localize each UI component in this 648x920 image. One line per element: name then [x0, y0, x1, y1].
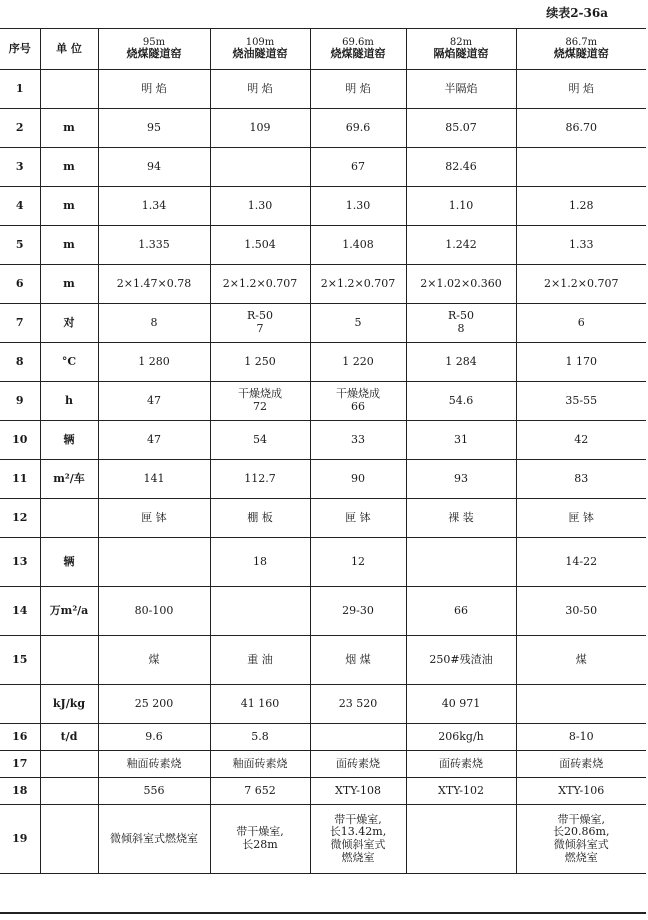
- table-cell: 8-10: [516, 724, 646, 751]
- header-no: 序号: [0, 29, 40, 70]
- table-row: [0, 343, 646, 382]
- table-cell: 31: [406, 421, 516, 460]
- table-cell: 1 284: [406, 343, 516, 382]
- row-number: 18: [0, 778, 40, 805]
- table-cell: 556: [98, 778, 210, 805]
- kiln-size: 95m: [142, 36, 166, 48]
- table-cell: 83: [516, 460, 646, 499]
- kiln-name: 烧煤隧道窑: [553, 47, 609, 61]
- row-unit: h: [40, 382, 98, 421]
- table-row: [0, 724, 646, 751]
- table-cell: 面砖素烧: [406, 751, 516, 778]
- table-row: [0, 265, 646, 304]
- table-cell: 112.7: [210, 460, 310, 499]
- table-row: [0, 187, 646, 226]
- row-unit: 辆: [40, 538, 98, 587]
- table-cell: 5: [310, 304, 406, 343]
- table-cell: 54.6: [406, 382, 516, 421]
- table-row: [0, 70, 646, 109]
- table-cell: 1.335: [98, 226, 210, 265]
- table-cell: 109: [210, 109, 310, 148]
- table-cell: [516, 148, 646, 187]
- table-cell: 5.8: [210, 724, 310, 751]
- row-unit: m: [40, 187, 98, 226]
- bottom-rule: [0, 912, 646, 914]
- table-cell: 54: [210, 421, 310, 460]
- row-number: 19: [0, 805, 40, 874]
- row-unit: t/d: [40, 724, 98, 751]
- table-cell: 微倾斜室式燃烧室: [98, 805, 210, 874]
- table-cell: 42: [516, 421, 646, 460]
- kiln-size: 69.6m: [342, 36, 374, 48]
- table-cell: 裸 装: [406, 499, 516, 538]
- row-number: 8: [0, 343, 40, 382]
- table-row: [0, 109, 646, 148]
- kiln-name: 烧煤隧道窑: [330, 47, 386, 61]
- table-row: [0, 304, 646, 343]
- header-row: [0, 29, 646, 70]
- row-number: 9: [0, 382, 40, 421]
- row-unit: m: [40, 226, 98, 265]
- table-row: [0, 226, 646, 265]
- table-cell: [210, 148, 310, 187]
- table-cell: 2×1.2×0.707: [310, 265, 406, 304]
- table-row: [0, 587, 646, 636]
- row-unit: [40, 70, 98, 109]
- table-row: [0, 148, 646, 187]
- row-number: 16: [0, 724, 40, 751]
- table-cell: 棚 板: [210, 499, 310, 538]
- table-row: [0, 805, 646, 874]
- table-cell: 匣 钵: [310, 499, 406, 538]
- table-cell: 明 焰: [98, 70, 210, 109]
- table-cell: 8: [98, 304, 210, 343]
- table-cell: 重 油: [210, 636, 310, 685]
- kiln-name: 烧煤隧道窑: [126, 47, 182, 61]
- row-number: 4: [0, 187, 40, 226]
- kiln-name: 隔焰隧道窑: [433, 47, 489, 61]
- table-cell: 干燥烧成 72: [210, 382, 310, 421]
- table-row: [0, 538, 646, 587]
- table-row: [0, 685, 646, 724]
- header-kiln: [310, 29, 406, 70]
- row-number: 15: [0, 636, 40, 685]
- table-cell: 煤: [516, 636, 646, 685]
- table-row: [0, 460, 646, 499]
- table-cell: 匣 钵: [98, 499, 210, 538]
- table-cell: 93: [406, 460, 516, 499]
- table-cell: 67: [310, 148, 406, 187]
- table-cell: 1 220: [310, 343, 406, 382]
- table-cell: [98, 538, 210, 587]
- table-cell: 29-30: [310, 587, 406, 636]
- row-unit: kJ/kg: [40, 685, 98, 724]
- table-cell: XTY-108: [310, 778, 406, 805]
- row-unit: [40, 751, 98, 778]
- table-cell: R-50 8: [406, 304, 516, 343]
- table-cell: [406, 805, 516, 874]
- table-cell: 面砖素烧: [310, 751, 406, 778]
- row-number: 12: [0, 499, 40, 538]
- table-cell: 1.242: [406, 226, 516, 265]
- kiln-size: 82m: [449, 36, 473, 48]
- table-cell: 1.10: [406, 187, 516, 226]
- kiln-data-table: [0, 28, 646, 874]
- row-unit: [40, 499, 98, 538]
- table-cell: 1 280: [98, 343, 210, 382]
- table-cell: 12: [310, 538, 406, 587]
- row-unit: 对: [40, 304, 98, 343]
- table-cell: [406, 538, 516, 587]
- table-cell: 86.70: [516, 109, 646, 148]
- header-kiln: [516, 29, 646, 70]
- kiln-size: 86.7m: [565, 36, 598, 48]
- table-cell: 1.28: [516, 187, 646, 226]
- table-cell: 25 200: [98, 685, 210, 724]
- table-cell: 明 焰: [310, 70, 406, 109]
- row-number: 3: [0, 148, 40, 187]
- kiln-name: 烧油隧道窑: [232, 47, 288, 61]
- row-number: [0, 685, 40, 724]
- table-caption: 续表2-36a: [546, 6, 608, 20]
- row-unit: °C: [40, 343, 98, 382]
- table-cell: 66: [406, 587, 516, 636]
- table-cell: [210, 587, 310, 636]
- table-row: [0, 499, 646, 538]
- row-number: 14: [0, 587, 40, 636]
- table-cell: 1.34: [98, 187, 210, 226]
- header-kiln: [406, 29, 516, 70]
- row-number: 17: [0, 751, 40, 778]
- row-number: 5: [0, 226, 40, 265]
- row-number: 2: [0, 109, 40, 148]
- table-cell: 釉面砖素烧: [210, 751, 310, 778]
- header-kiln: [98, 29, 210, 70]
- table-cell: 9.6: [98, 724, 210, 751]
- row-unit: [40, 778, 98, 805]
- table-cell: 40 971: [406, 685, 516, 724]
- row-unit: [40, 805, 98, 874]
- table-cell: 面砖素烧: [516, 751, 646, 778]
- table-cell: 82.46: [406, 148, 516, 187]
- table-cell: 匣 钵: [516, 499, 646, 538]
- table-cell: 1.33: [516, 226, 646, 265]
- table-cell: 1.30: [210, 187, 310, 226]
- table-cell: 141: [98, 460, 210, 499]
- table-cell: XTY-106: [516, 778, 646, 805]
- table-cell: 2×1.47×0.78: [98, 265, 210, 304]
- table-cell: 18: [210, 538, 310, 587]
- table-cell: 47: [98, 382, 210, 421]
- table-row: [0, 421, 646, 460]
- table-cell: 90: [310, 460, 406, 499]
- table-cell: 2×1.02×0.360: [406, 265, 516, 304]
- table-cell: 7 652: [210, 778, 310, 805]
- table-cell: 250#残渣油: [406, 636, 516, 685]
- row-unit: [40, 636, 98, 685]
- table-cell: 41 160: [210, 685, 310, 724]
- row-number: 13: [0, 538, 40, 587]
- table-cell: 95: [98, 109, 210, 148]
- table-cell: 烟 煤: [310, 636, 406, 685]
- table-cell: 2×1.2×0.707: [516, 265, 646, 304]
- kiln-size: 109m: [245, 36, 275, 48]
- table-cell: 94: [98, 148, 210, 187]
- row-unit: m²/车: [40, 460, 98, 499]
- table-cell: 半隔焰: [406, 70, 516, 109]
- row-unit: 辆: [40, 421, 98, 460]
- row-unit: m: [40, 265, 98, 304]
- table-cell: 47: [98, 421, 210, 460]
- table-cell: 釉面砖素烧: [98, 751, 210, 778]
- table-cell: 206kg/h: [406, 724, 516, 751]
- table-cell: 30-50: [516, 587, 646, 636]
- table-cell: 14-22: [516, 538, 646, 587]
- header-unit: 单 位: [40, 29, 98, 70]
- table-cell: R-50 7: [210, 304, 310, 343]
- row-number: 11: [0, 460, 40, 499]
- table-cell: 1 170: [516, 343, 646, 382]
- table-cell: 带干燥室, 长13.42m, 微倾斜室式 燃烧室: [310, 805, 406, 874]
- table-cell: 1.408: [310, 226, 406, 265]
- table-cell: 6: [516, 304, 646, 343]
- table-cell: XTY-102: [406, 778, 516, 805]
- table-row: [0, 636, 646, 685]
- table-cell: 2×1.2×0.707: [210, 265, 310, 304]
- table-cell: 33: [310, 421, 406, 460]
- table-cell: 干燥烧成 66: [310, 382, 406, 421]
- table-cell: 带干燥室, 长28m: [210, 805, 310, 874]
- table-cell: 69.6: [310, 109, 406, 148]
- header-kiln: [210, 29, 310, 70]
- row-number: 6: [0, 265, 40, 304]
- table-cell: 1.30: [310, 187, 406, 226]
- table-cell: 85.07: [406, 109, 516, 148]
- table-cell: 煤: [98, 636, 210, 685]
- row-number: 10: [0, 421, 40, 460]
- row-number: 1: [0, 70, 40, 109]
- row-unit: 万m²/a: [40, 587, 98, 636]
- table-row: [0, 751, 646, 778]
- table-cell: [310, 724, 406, 751]
- table-cell: 1 250: [210, 343, 310, 382]
- table-cell: 带干燥室, 长20.86m, 微倾斜室式 燃烧室: [516, 805, 646, 874]
- table-cell: 明 焰: [210, 70, 310, 109]
- table-cell: 35-55: [516, 382, 646, 421]
- table-cell: 1.504: [210, 226, 310, 265]
- row-unit: m: [40, 109, 98, 148]
- table-cell: 23 520: [310, 685, 406, 724]
- table-row: [0, 778, 646, 805]
- table-cell: 明 焰: [516, 70, 646, 109]
- table-cell: 80-100: [98, 587, 210, 636]
- table-cell: [516, 685, 646, 724]
- row-number: 7: [0, 304, 40, 343]
- table-row: [0, 382, 646, 421]
- row-unit: m: [40, 148, 98, 187]
